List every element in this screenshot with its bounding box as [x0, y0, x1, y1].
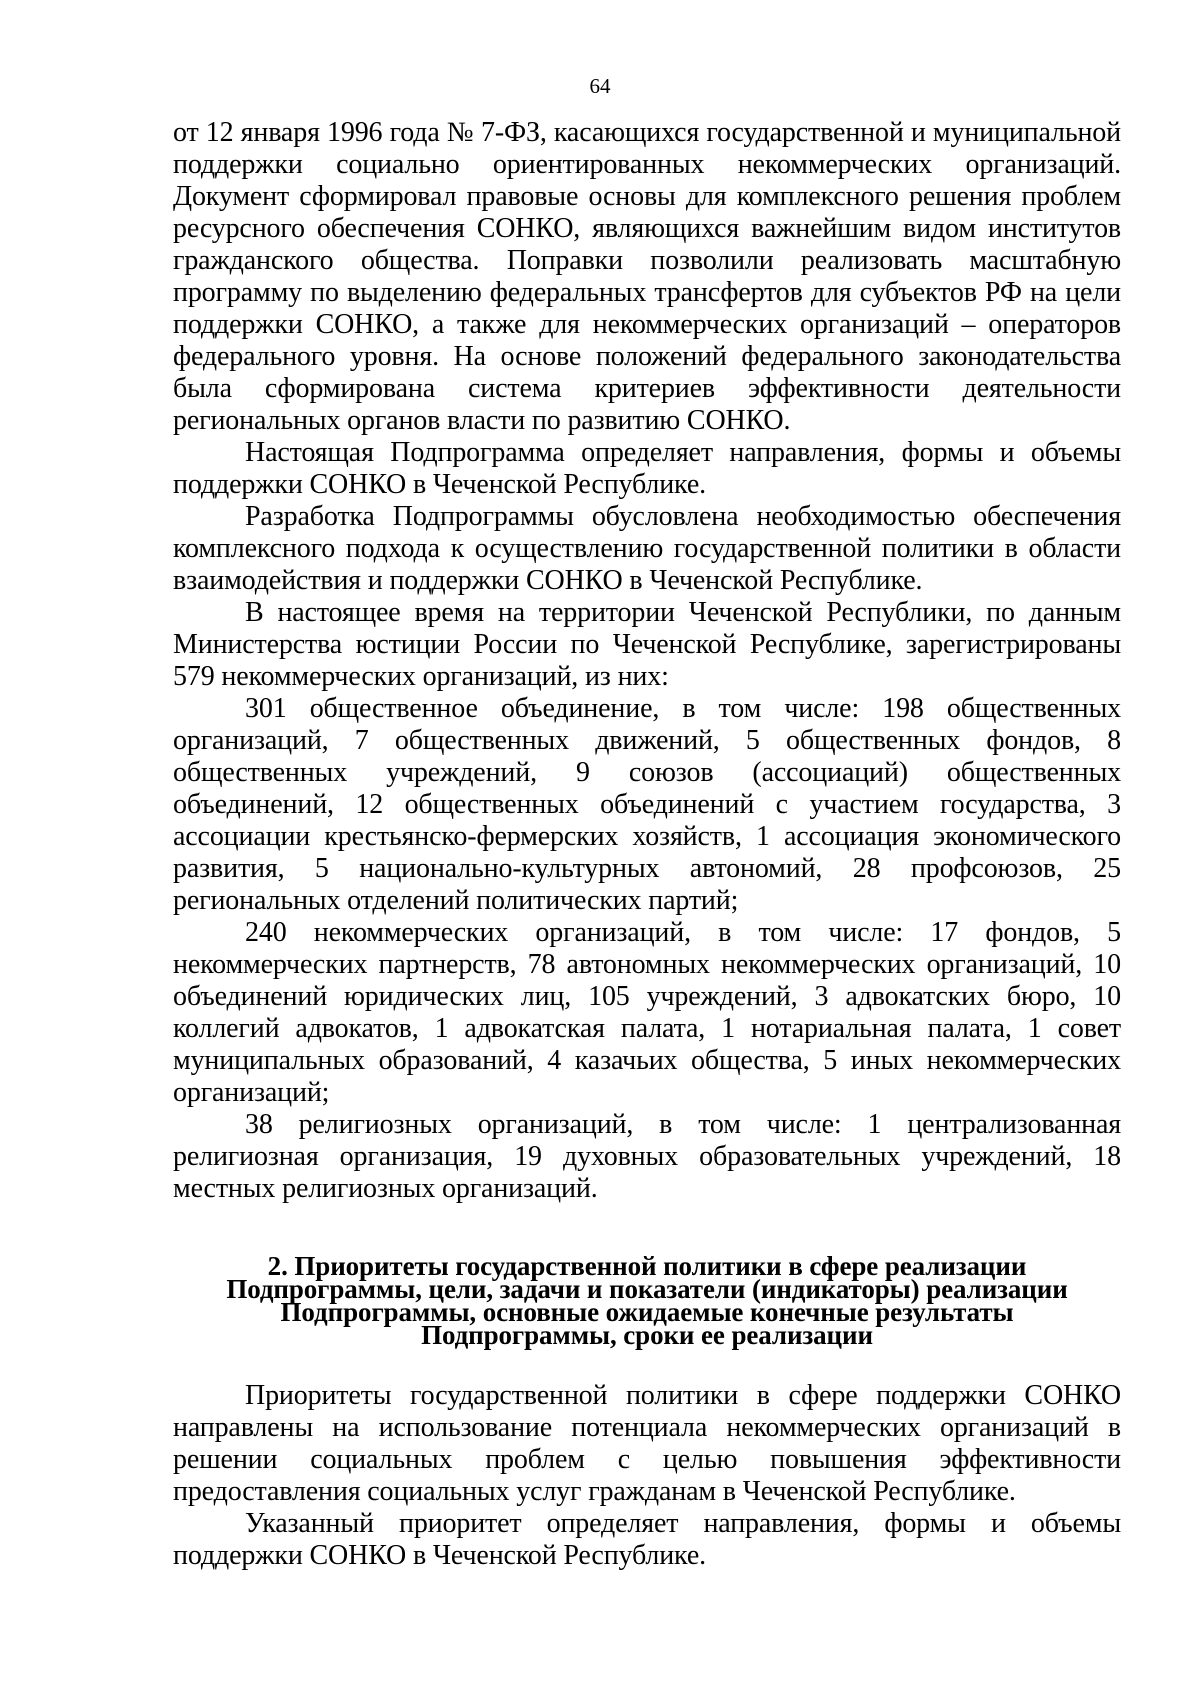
section-heading-line: Подпрограммы, основные ожидаемые конечные результаты	[280, 1297, 1014, 1327]
paragraph: Приоритеты государственной политики в сфере поддержки СОНКО направлены на использование потенциала некоммерческих организаций в решении социальных проблем с целью повышения эффективности предоставления социальных услуг гражданам в Чеченской Республике.	[173, 1380, 1121, 1507]
section-heading-line: 2. Приоритеты государственной политики в сфере реализации	[267, 1251, 1027, 1281]
section-heading	[173, 1251, 1121, 1350]
paragraph: Настоящая Подпрограмма определяет направления, формы и объемы поддержки СОНКО в Чеченской Республике.	[173, 437, 1121, 500]
paragraph: 301 общественное объединение, в том числе: 198 общественных организаций, 7 общественных движений, 5 общественных фондов, 8 общественных учреждений, 9 союзов (ассоциаций) общественных объединений, 12 общественных объединений с участием государства, 3 ассоциации крестьянско-фермерских хозяйств, 1 ассоциация экономического развития, 5 национально-культурных автономий, 28 профсоюзов, 25 региональных отделений политических партий;	[173, 693, 1121, 916]
paragraph: 38 религиозных организаций, в том числе: 1 централизованная религиозная организация, 19 духовных образовательных учреждений, 18 местных религиозных организаций.	[173, 1109, 1121, 1204]
section-body-text	[173, 1380, 1121, 1572]
paragraph: Разработка Подпрограммы обусловлена необходимостью обеспечения комплексного подхода к осуществлению государственной политики в области взаимодействия и поддержки СОНКО в Чеченской Республике.	[173, 501, 1121, 596]
paragraph: Указанный приоритет определяет направления, формы и объемы поддержки СОНКО в Чеченской Республике.	[173, 1508, 1121, 1571]
paragraph: В настоящее время на территории Чеченской Республики, по данным Министерства юстиции России по Чеченской Республике, зарегистрированы 579 некоммерческих организаций, из них:	[173, 597, 1121, 692]
body-text	[173, 117, 1121, 1205]
section-heading-line: Подпрограммы, цели, задачи и показатели (индикаторы) реализации	[226, 1274, 1068, 1304]
section-heading-line: Подпрограммы, сроки ее реализации	[421, 1320, 873, 1350]
paragraph: 240 некоммерческих организаций, в том числе: 17 фондов, 5 некоммерческих партнерств, 78 автономных некоммерческих организаций, 10 объединений юридических лиц, 105 учреждений, 3 адвокатских бюро, 10 коллегий адвокатов, 1 адвокатская палата, 1 нотариальная палата, 1 совет муниципальных образований, 4 казачьих общества, 5 иных некоммерческих организаций;	[173, 917, 1121, 1108]
paragraph-continuation: от 12 января 1996 года № 7-ФЗ, касающихся государственной и муниципальной поддержки социально ориентированных некоммерческих организаций. Документ сформировал правовые основы для комплексного решения проблем ресурсного обеспечения СОНКО, являющихся важнейшим видом институтов гражданского общества. Поправки позволили реализовать масштабную программу по выделению федеральных трансфертов для субъектов РФ на цели поддержки СОНКО, а также для некоммерческих организаций – операторов федерального уровня. На основе положений федерального законодательства была сформирована система критериев эффективности деятельности региональных органов власти по развитию СОНКО.	[173, 117, 1121, 436]
page-number: 64	[589, 74, 611, 98]
